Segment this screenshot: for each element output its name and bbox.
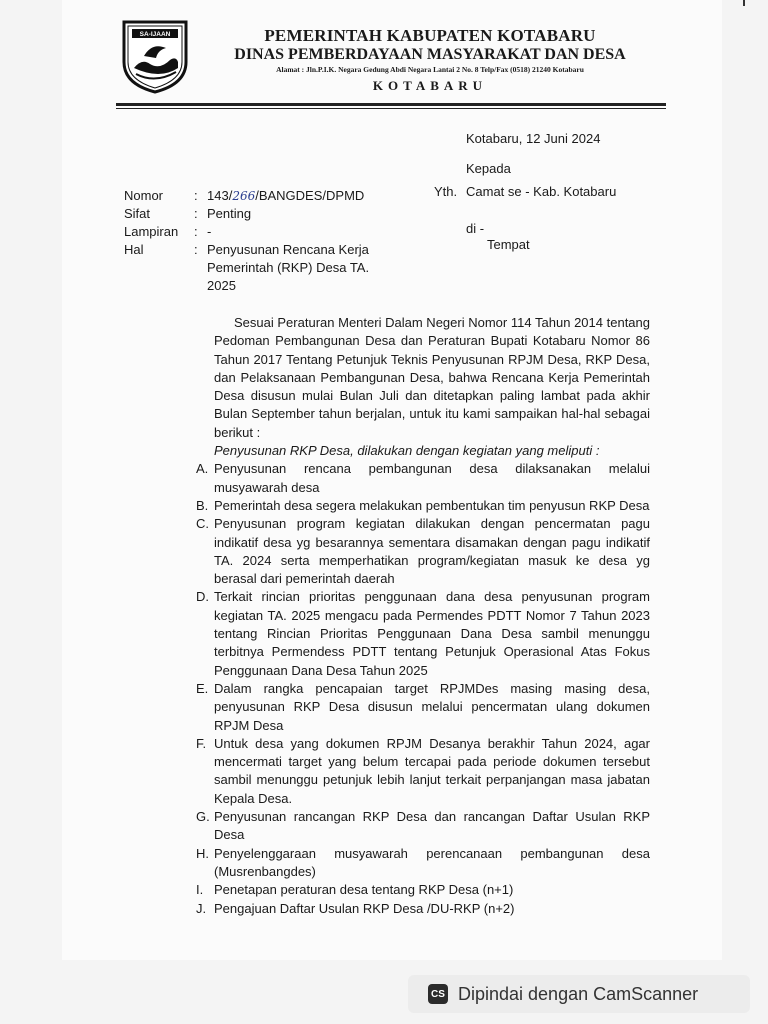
meta-colon: : [194, 188, 198, 203]
meta-label: Nomor [124, 188, 164, 203]
emblem-banner: SA-IJAAN [139, 31, 171, 38]
list-item: G. Penyusunan rancangan RKP Desa dan rancangan Daftar Usulan RKP Desa [196, 809, 650, 843]
letter-body [196, 314, 650, 918]
meta-value: - [207, 224, 212, 239]
meta-colon: : [194, 206, 198, 221]
meta-label: Hal [124, 242, 144, 257]
recipient-di: di - [466, 221, 485, 236]
list-item: C. Penyusunan program kegiatan dilakukan dengan pencermatan pagu indikatif desa yg besarannya sementara disamakan dengan pagu indikatif TA. 2024 serta memperhatikan program/kegiatan masuk ke desa yg berasal dari pemerintah daerah [196, 516, 650, 587]
letterhead-city: KOTABARU [372, 78, 488, 93]
recipient-name: Camat se - Kab. Kotabaru [466, 184, 617, 199]
list-item: E. Dalam rangka pencapaian target RPJMDes masing masing desa, penyusunan RKP Desa disusun melalui pencermatan ulang dokumen RPJM Desa [196, 680, 650, 733]
recipient-yth-label: Yth. [434, 184, 458, 199]
list-item: B. Pemerintah desa segera melakukan pembentukan tim penyusun RKP Desa [196, 497, 650, 513]
recipient-place: Tempat [487, 237, 530, 252]
activity-list [196, 460, 650, 917]
letterhead-rule-thick [116, 103, 666, 106]
meta-value: Penyusunan Rencana Kerja Pemerintah (RKP) Desa TA. 2025 [207, 242, 370, 293]
letterhead-line1: PEMERINTAH KABUPATEN KOTABARU [264, 26, 596, 45]
corner-mark [743, 0, 745, 6]
list-item: J. Pengajuan Daftar Usulan RKP Desa /DU-RKP (n+2) [196, 900, 515, 916]
list-item: D. Terkait rincian prioritas penggunaan dana desa penyusunan program kegiatan TA. 2025 mengacu pada Permendes PDTT Nomor 7 Tahun 2023 tentang Rincian Prioritas Penggunaan Dana Desa sambil menunggu terbitnya Permendess PDTT tentang Petunjuk Operasional Atas Fokus Penggunaan Dana Desa Tahun 2025 [196, 589, 650, 678]
meta-value: Penting [207, 206, 252, 221]
camscanner-watermark [408, 975, 750, 1013]
meta-hal [124, 241, 397, 295]
intro-paragraph: Sesuai Peraturan Menteri Dalam Negeri Nomor 114 Tahun 2014 tentang Pedoman Pembangunan Desa dan Peraturan Bupati Kotabaru Nomor 86 Tahun 2017 Tentang Petunjuk Teknis Penyusunan RPJM Desa, RKP Desa, dan Pelaksanaan Pembangunan Desa, bahwa Rencana Kerja Pemerintah Desa disusun mulai Bulan Juli dan ditetapkan paling lambat pada akhir Bulan September tahun berjalan, untuk itu kami sampaikan hal-hal sebagai berikut : [214, 315, 650, 440]
camscanner-icon: CS [428, 984, 448, 1004]
letterhead-rule-thin [116, 108, 666, 109]
meta-lampiran [124, 223, 397, 241]
meta-colon: : [194, 224, 198, 239]
meta-label: Sifat [124, 206, 151, 221]
letterhead-line2: DINAS PEMBERDAYAAN MASYARAKAT DAN DESA [234, 46, 626, 63]
meta-label: Lampiran [124, 224, 179, 239]
list-item: I. Penetapan peraturan desa tentang RKP Desa (n+1) [196, 882, 514, 898]
letterhead [205, 26, 655, 94]
letterhead-address: Alamat : Jln.P.I.K. Negara Gedung Abdi Negara Lantai 2 No. 8 Telp/Fax (0518) 21240 Kotabaru [276, 65, 584, 74]
letter-meta [124, 187, 397, 295]
meta-sifat [124, 205, 397, 223]
meta-colon: : [194, 242, 198, 257]
meta-nomor [124, 187, 397, 205]
letter-date: Kotabaru, 12 Juni 2024 [466, 131, 601, 146]
list-item: F. Untuk desa yang dokumen RPJM Desanya berakhir Tahun 2024, agar mencermati target yang belum tercapai pada periode dokumen tersebut sambil menunggu petunjuk lebih lanjut terkait perpanjangan masa jabatan Kepala Desa. [196, 735, 650, 806]
recipient-kepada: Kepada [466, 161, 511, 176]
kotabaru-emblem-icon [120, 18, 190, 94]
list-item: H. Penyelenggaraan musyawarah perencanaan pembangunan desa (Musrenbangdes) [196, 845, 650, 879]
meta-value: 143/266/BANGDES/DPMD [207, 188, 365, 203]
list-item: A. Penyusunan rencana pembangunan desa dilaksanakan melalui musyawarah desa [196, 461, 650, 495]
lead-sentence: Penyusunan RKP Desa, dilakukan dengan kegiatan yang meliputi : [214, 443, 600, 459]
camscanner-label: Dipindai dengan CamScanner [458, 983, 699, 1004]
handwritten-number: 266 [232, 189, 256, 203]
